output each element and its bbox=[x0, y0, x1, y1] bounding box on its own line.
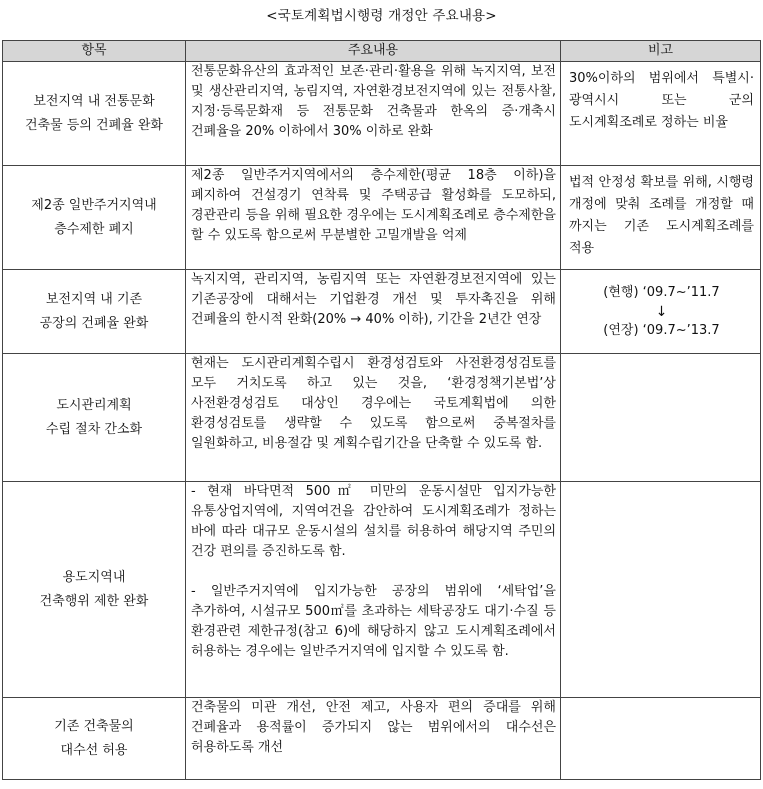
item-line: 층수제한 폐지 bbox=[54, 221, 134, 237]
item-line: 용도지역내 bbox=[62, 569, 126, 585]
item-line: 건축행위 제한 완화 bbox=[39, 593, 149, 609]
item-line: 보전지역 내 기존 bbox=[45, 291, 143, 307]
content-paragraph: 녹지지역, 관리지역, 농림지역 또는 자연환경보전지역에 있는 기존공장에 대해서는 기업환경 개선 및 투자촉진을 위해 건폐율의 한시적 완화(20% → 40% 이하), 기간을 2년간 연장 bbox=[191, 272, 556, 327]
item-line: 공장의 건폐율 완화 bbox=[39, 315, 149, 331]
table-row bbox=[3, 354, 761, 482]
content-paragraph: - 현재 바닥면적 500㎡ 미만의 운동시설만 입지가능한 유통상업지역에, 지역여건을 감안하여 도시계획조례가 정하는 바에 따라 대규모 운동시설의 설치를 허용하여 해당지역 주민의 건강 편의를 증진하도록 함. bbox=[191, 484, 556, 559]
table-row bbox=[3, 166, 761, 270]
content-cell bbox=[186, 62, 561, 166]
note-cell bbox=[561, 270, 761, 354]
content-cell bbox=[186, 166, 561, 270]
item-line: 보전지역 내 전통문화 bbox=[33, 93, 155, 109]
header-item: 항목 bbox=[3, 41, 186, 62]
content-paragraph: - 일반주거지역에 입지가능한 공장의 범위에 ‘세탁업’을 추가하여, 시설규모 500㎡를 초과하는 세탁공장도 대기·수질 등 환경관련 제한규정(참고 6)에 해당하지 않고 도시계획조례에서 허용하는 경우에는 일반주거지역에 입지할 수 있도록 함. bbox=[191, 584, 556, 659]
item-line: 건축물 등의 건폐율 완화 bbox=[25, 117, 163, 133]
content-paragraph: 현재는 도시관리계획수립시 환경성검토와 사전환경성검토를 모두 거치도록 하고 있는 것을, ‘환경정책기본법’상 사전환경성검토 대상인 경우에는 국토계획법에 의한 환경성검토를 생략할 수 있도록 함으로써 중복절차를 일원화하고, 비용절감 및 계획수립기간을 단축할 수 있도록 함. bbox=[191, 356, 556, 451]
table-header-row bbox=[3, 41, 761, 62]
note-cell bbox=[561, 698, 761, 780]
note-extended-period: (연장) ‘09.7~’13.7 bbox=[603, 323, 720, 338]
note-cell: 법적 안정성 확보를 위해, 시행령 개정에 맞춰 조례를 개정할 때 까지는 기존 도시계획조례를 적용 bbox=[561, 166, 761, 270]
table-row bbox=[3, 482, 761, 698]
content-paragraph: 제2종 일반주거지역에서의 층수제한(평균 18층 이하)을 폐지하여 건설경기 연착륙 및 주택공급 활성화를 도모하되, 경관관리 등을 위해 필요한 경우에는 도시계획조례로 층수제한을 할 수 있도록 함으로써 무분별한 고밀개발을 억제 bbox=[191, 168, 556, 243]
item-line: 제2종 일반주거지역내 bbox=[31, 197, 157, 213]
table-row bbox=[3, 62, 761, 166]
item-cell bbox=[3, 354, 186, 482]
item-line: 수립 절차 간소화 bbox=[45, 421, 143, 437]
item-cell bbox=[3, 62, 186, 166]
note-cell bbox=[561, 482, 761, 698]
content-cell bbox=[186, 698, 561, 780]
table-row bbox=[3, 698, 761, 780]
table-row bbox=[3, 270, 761, 354]
item-line: 도시관리계획 bbox=[56, 397, 132, 413]
content-paragraph: 건축물의 미관 개선, 안전 제고, 사용자 편의 증대를 위해 건폐율과 용적률이 증가되지 않는 범위에서의 대수선은 허용하도록 개선 bbox=[191, 700, 556, 755]
item-cell bbox=[3, 698, 186, 780]
content-cell bbox=[186, 270, 561, 354]
note-cell: 30%이하의 범위에서 특별시·광역시시 또는 군의 도시계획조례로 정하는 비율 bbox=[561, 62, 761, 166]
content-cell bbox=[186, 482, 561, 698]
item-cell bbox=[3, 482, 186, 698]
header-content: 주요내용 bbox=[186, 41, 561, 62]
note-current-period: (현행) ‘09.7~’11.7 bbox=[603, 285, 720, 300]
note-cell bbox=[561, 354, 761, 482]
amendment-summary-table bbox=[2, 40, 761, 780]
content-paragraph: 전통문화유산의 효과적인 보존·관리·활용을 위해 녹지지역, 보전 및 생산관리지역, 농림지역, 자연환경보전지역에 있는 전통사찰, 지정·등록문화재 등 전통문화 건축물과 한옥의 증·개축시 건폐율을 20% 이하에서 30% 이하로 완화 bbox=[191, 64, 556, 139]
item-cell bbox=[3, 270, 186, 354]
document-title: <국토계획법시행령 개정안 주요내용> bbox=[266, 8, 497, 24]
item-line: 기존 건축물의 bbox=[54, 718, 134, 734]
down-arrow-icon: ↓ bbox=[655, 304, 668, 320]
item-line: 대수선 허용 bbox=[60, 742, 128, 758]
item-cell bbox=[3, 166, 186, 270]
content-cell bbox=[186, 354, 561, 482]
header-note: 비고 bbox=[561, 41, 761, 62]
